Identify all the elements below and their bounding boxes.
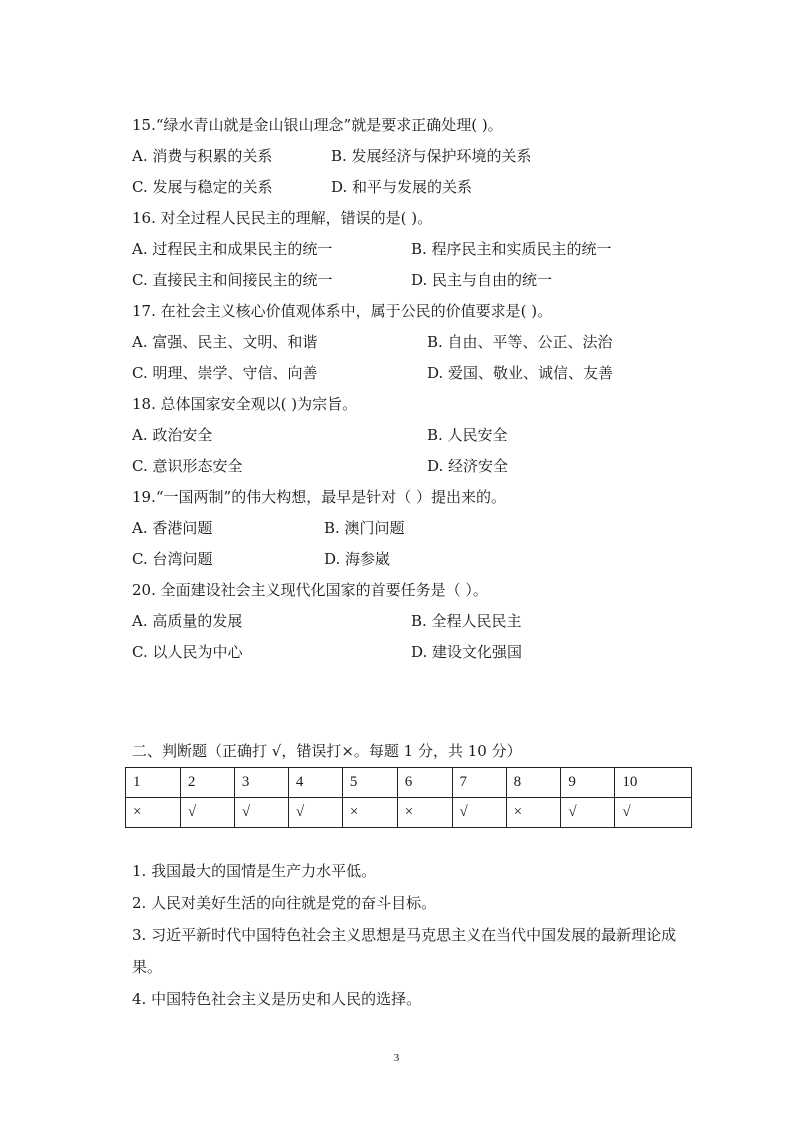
table-cell-number: 5 <box>342 768 397 798</box>
question-17-option-b: B. 自由、平等、公正、法治 <box>427 333 613 351</box>
question-18-option-b: B. 人民安全 <box>427 426 508 444</box>
statement-2: 2. 人民对美好生活的向往就是党的奋斗目标。 <box>132 894 437 912</box>
answer-table-answer-row <box>126 798 692 828</box>
question-20-option-c: C. 以人民为中心 <box>132 643 243 661</box>
table-cell-answer: √ <box>180 798 234 828</box>
question-18-option-d: D. 经济安全 <box>427 457 509 475</box>
table-cell-number: 7 <box>452 768 506 798</box>
question-15-option-d: D. 和平与发展的关系 <box>331 178 473 196</box>
question-20-option-b: B. 全程人民民主 <box>411 612 522 630</box>
table-cell-number: 2 <box>180 768 234 798</box>
question-15-stem: 15.“绿水青山就是金山银山理念”就是要求正确处理( )。 <box>132 116 503 134</box>
statement-3: 3. 习近平新时代中国特色社会主义思想是马克思主义在当代中国发展的最新理论成 <box>132 926 677 944</box>
table-cell-answer: √ <box>234 798 288 828</box>
answer-table <box>125 767 692 828</box>
question-19-stem: 19.“一国两制”的伟大构想，最早是针对（ ）提出来的。 <box>132 488 506 506</box>
table-cell-number: 1 <box>126 768 181 798</box>
table-cell-answer: √ <box>452 798 506 828</box>
question-15-option-b: B. 发展经济与保护环境的关系 <box>331 147 532 165</box>
question-20-option-a: A. 高质量的发展 <box>132 612 243 630</box>
page-number: 3 <box>393 1052 400 1064</box>
table-cell-number: 3 <box>234 768 288 798</box>
question-17-stem: 17. 在社会主义核心价值观体系中，属于公民的价值要求是( )。 <box>132 302 553 320</box>
table-cell-answer: × <box>397 798 452 828</box>
section-2-heading: 二、判断题（正确打 √，错误打×。每题 1 分，共 10 分） <box>132 742 522 760</box>
table-cell-number: 4 <box>288 768 342 798</box>
table-cell-answer: √ <box>288 798 342 828</box>
question-16-option-d: D. 民主与自由的统一 <box>411 271 553 289</box>
statement-1: 1. 我国最大的国情是生产力水平低。 <box>132 862 377 880</box>
question-16-option-a: A. 过程民主和成果民主的统一 <box>132 240 333 258</box>
question-19-option-b: B. 澳门问题 <box>324 519 405 537</box>
question-19-option-d: D. 海参崴 <box>324 550 391 568</box>
table-cell-number: 8 <box>506 768 561 798</box>
table-cell-answer: × <box>506 798 561 828</box>
question-18-stem: 18. 总体国家安全观以( )为宗旨。 <box>132 395 358 413</box>
question-17-option-d: D. 爱国、敬业、诚信、友善 <box>427 364 614 382</box>
statement-3-continued: 果。 <box>132 958 163 976</box>
question-16-stem: 16. 对全过程人民民主的理解，错误的是( )。 <box>132 209 433 227</box>
statement-4: 4. 中国特色社会主义是历史和人民的选择。 <box>132 990 422 1008</box>
question-20-stem: 20. 全面建设社会主义现代化国家的首要任务是（ ）。 <box>132 581 488 599</box>
table-cell-answer: × <box>126 798 181 828</box>
question-18-option-c: C. 意识形态安全 <box>132 457 243 475</box>
question-17-option-c: C. 明理、崇学、守信、向善 <box>132 364 318 382</box>
question-19-option-c: C. 台湾问题 <box>132 550 213 568</box>
question-17-option-a: A. 富强、民主、文明、和谐 <box>132 333 318 351</box>
question-20-option-d: D. 建设文化强国 <box>411 643 523 661</box>
question-19-option-a: A. 香港问题 <box>132 519 213 537</box>
question-15-option-c: C. 发展与稳定的关系 <box>132 178 273 196</box>
table-cell-answer: √ <box>615 798 692 828</box>
table-cell-answer: × <box>342 798 397 828</box>
question-18-option-a: A. 政治安全 <box>132 426 213 444</box>
table-cell-number: 10 <box>615 768 692 798</box>
question-15-option-a: A. 消费与积累的关系 <box>132 147 273 165</box>
table-cell-number: 6 <box>397 768 452 798</box>
question-16-option-b: B. 程序民主和实质民主的统一 <box>411 240 612 258</box>
table-cell-answer: √ <box>561 798 615 828</box>
answer-table-number-row <box>126 768 692 798</box>
table-cell-number: 9 <box>561 768 615 798</box>
question-16-option-c: C. 直接民主和间接民主的统一 <box>132 271 333 289</box>
